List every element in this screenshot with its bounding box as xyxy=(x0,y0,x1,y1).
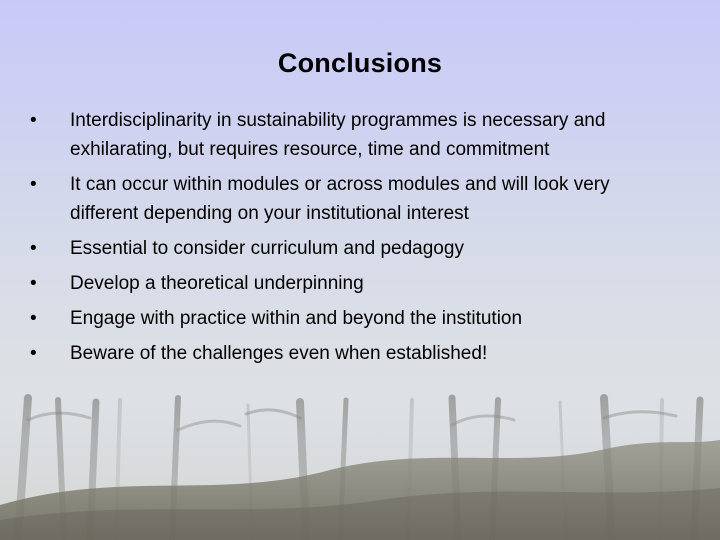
bullet-dot: • xyxy=(30,343,37,364)
bullet-dot: • xyxy=(30,273,37,294)
bullet-item-4 xyxy=(30,269,670,298)
bullet-text: Interdisciplinarity in sustainability programmes is necessary and exhilarating, but requires resource, time and commitment xyxy=(70,110,606,160)
bullet-text: Beware of the challenges even when established! xyxy=(70,343,488,364)
bullet-dot: • xyxy=(30,110,37,131)
bullet-text: Essential to consider curriculum and pedagogy xyxy=(70,238,464,259)
bullet-text: Develop a theoretical underpinning xyxy=(70,273,364,294)
bullet-item-2 xyxy=(30,170,670,228)
bullet-item-6 xyxy=(30,339,670,368)
bullet-item-3 xyxy=(30,234,670,263)
bullet-text: It can occur within modules or across modules and will look very different depending on your institutional interest xyxy=(70,174,610,224)
slide-title: Conclusions xyxy=(277,48,443,78)
bullet-item-5 xyxy=(30,304,670,333)
bullet-dot: • xyxy=(30,174,37,195)
bullet-dot: • xyxy=(30,308,37,329)
bullet-text: Engage with practice within and beyond the institution xyxy=(70,308,523,329)
bullet-dot: • xyxy=(30,238,37,259)
bullet-list xyxy=(30,106,670,374)
bullet-item-1 xyxy=(30,106,670,164)
